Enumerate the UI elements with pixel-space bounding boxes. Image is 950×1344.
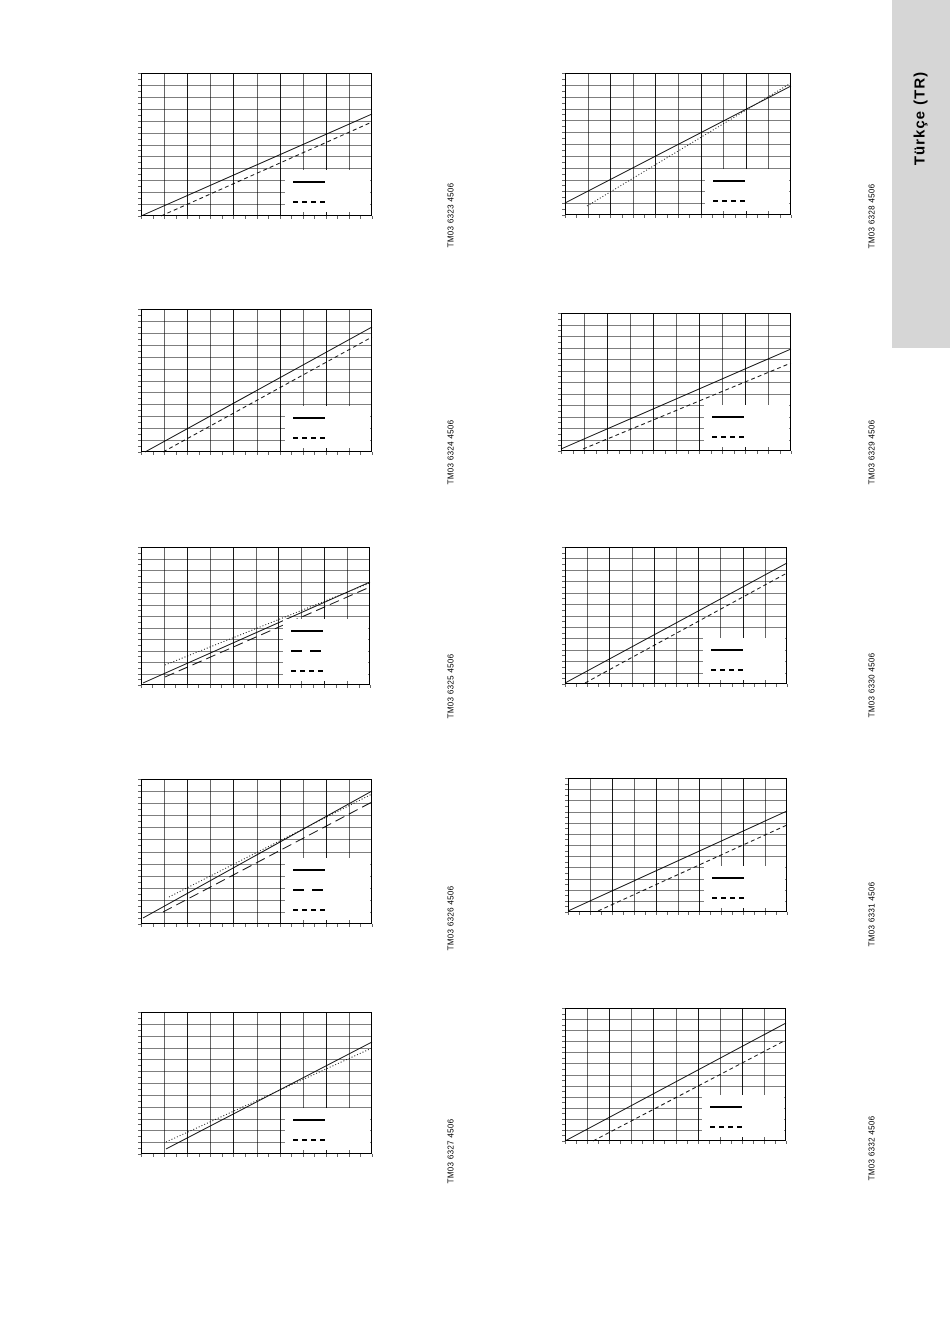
figure-code: TM03 6326 4506 bbox=[446, 885, 456, 951]
figure-code: TM03 6324 4506 bbox=[446, 419, 456, 485]
legend bbox=[283, 619, 368, 681]
chart-6 bbox=[559, 67, 797, 221]
legend bbox=[704, 866, 785, 908]
legend-box bbox=[285, 1108, 370, 1150]
legend-box bbox=[285, 170, 370, 212]
language-tab bbox=[892, 0, 950, 348]
chart-8 bbox=[559, 541, 793, 690]
figure-code: TM03 6328 4506 bbox=[867, 183, 877, 249]
chart-1 bbox=[135, 67, 378, 222]
legend bbox=[285, 1108, 370, 1150]
figure-code: TM03 6323 4506 bbox=[446, 182, 456, 248]
legend bbox=[285, 170, 370, 212]
legend-box bbox=[702, 1095, 784, 1137]
chart-9 bbox=[562, 772, 793, 918]
chart-10 bbox=[559, 1002, 792, 1147]
language-tab-label: Türkçe (TR) bbox=[911, 70, 929, 166]
figure-code: TM03 6329 4506 bbox=[867, 419, 877, 485]
figure-code: TM03 6325 4506 bbox=[446, 653, 456, 719]
legend-box bbox=[705, 169, 789, 211]
legend bbox=[285, 406, 370, 448]
legend bbox=[705, 169, 789, 211]
legend bbox=[704, 405, 789, 447]
figure-code: TM03 6331 4506 bbox=[867, 881, 877, 947]
figure-code: TM03 6327 4506 bbox=[446, 1118, 456, 1184]
chart-2 bbox=[135, 303, 378, 458]
chart-3 bbox=[135, 541, 376, 691]
legend bbox=[285, 858, 370, 920]
legend bbox=[702, 1095, 784, 1137]
figure-code: TM03 6332 4506 bbox=[867, 1115, 877, 1181]
chart-4 bbox=[135, 773, 378, 930]
legend bbox=[703, 638, 785, 680]
chart-7 bbox=[555, 307, 797, 457]
legend-box bbox=[703, 638, 785, 680]
chart-5 bbox=[135, 1006, 378, 1160]
figure-code: TM03 6330 4506 bbox=[867, 652, 877, 718]
legend-box bbox=[285, 406, 370, 448]
legend-box bbox=[704, 866, 785, 908]
legend-box bbox=[704, 405, 789, 447]
